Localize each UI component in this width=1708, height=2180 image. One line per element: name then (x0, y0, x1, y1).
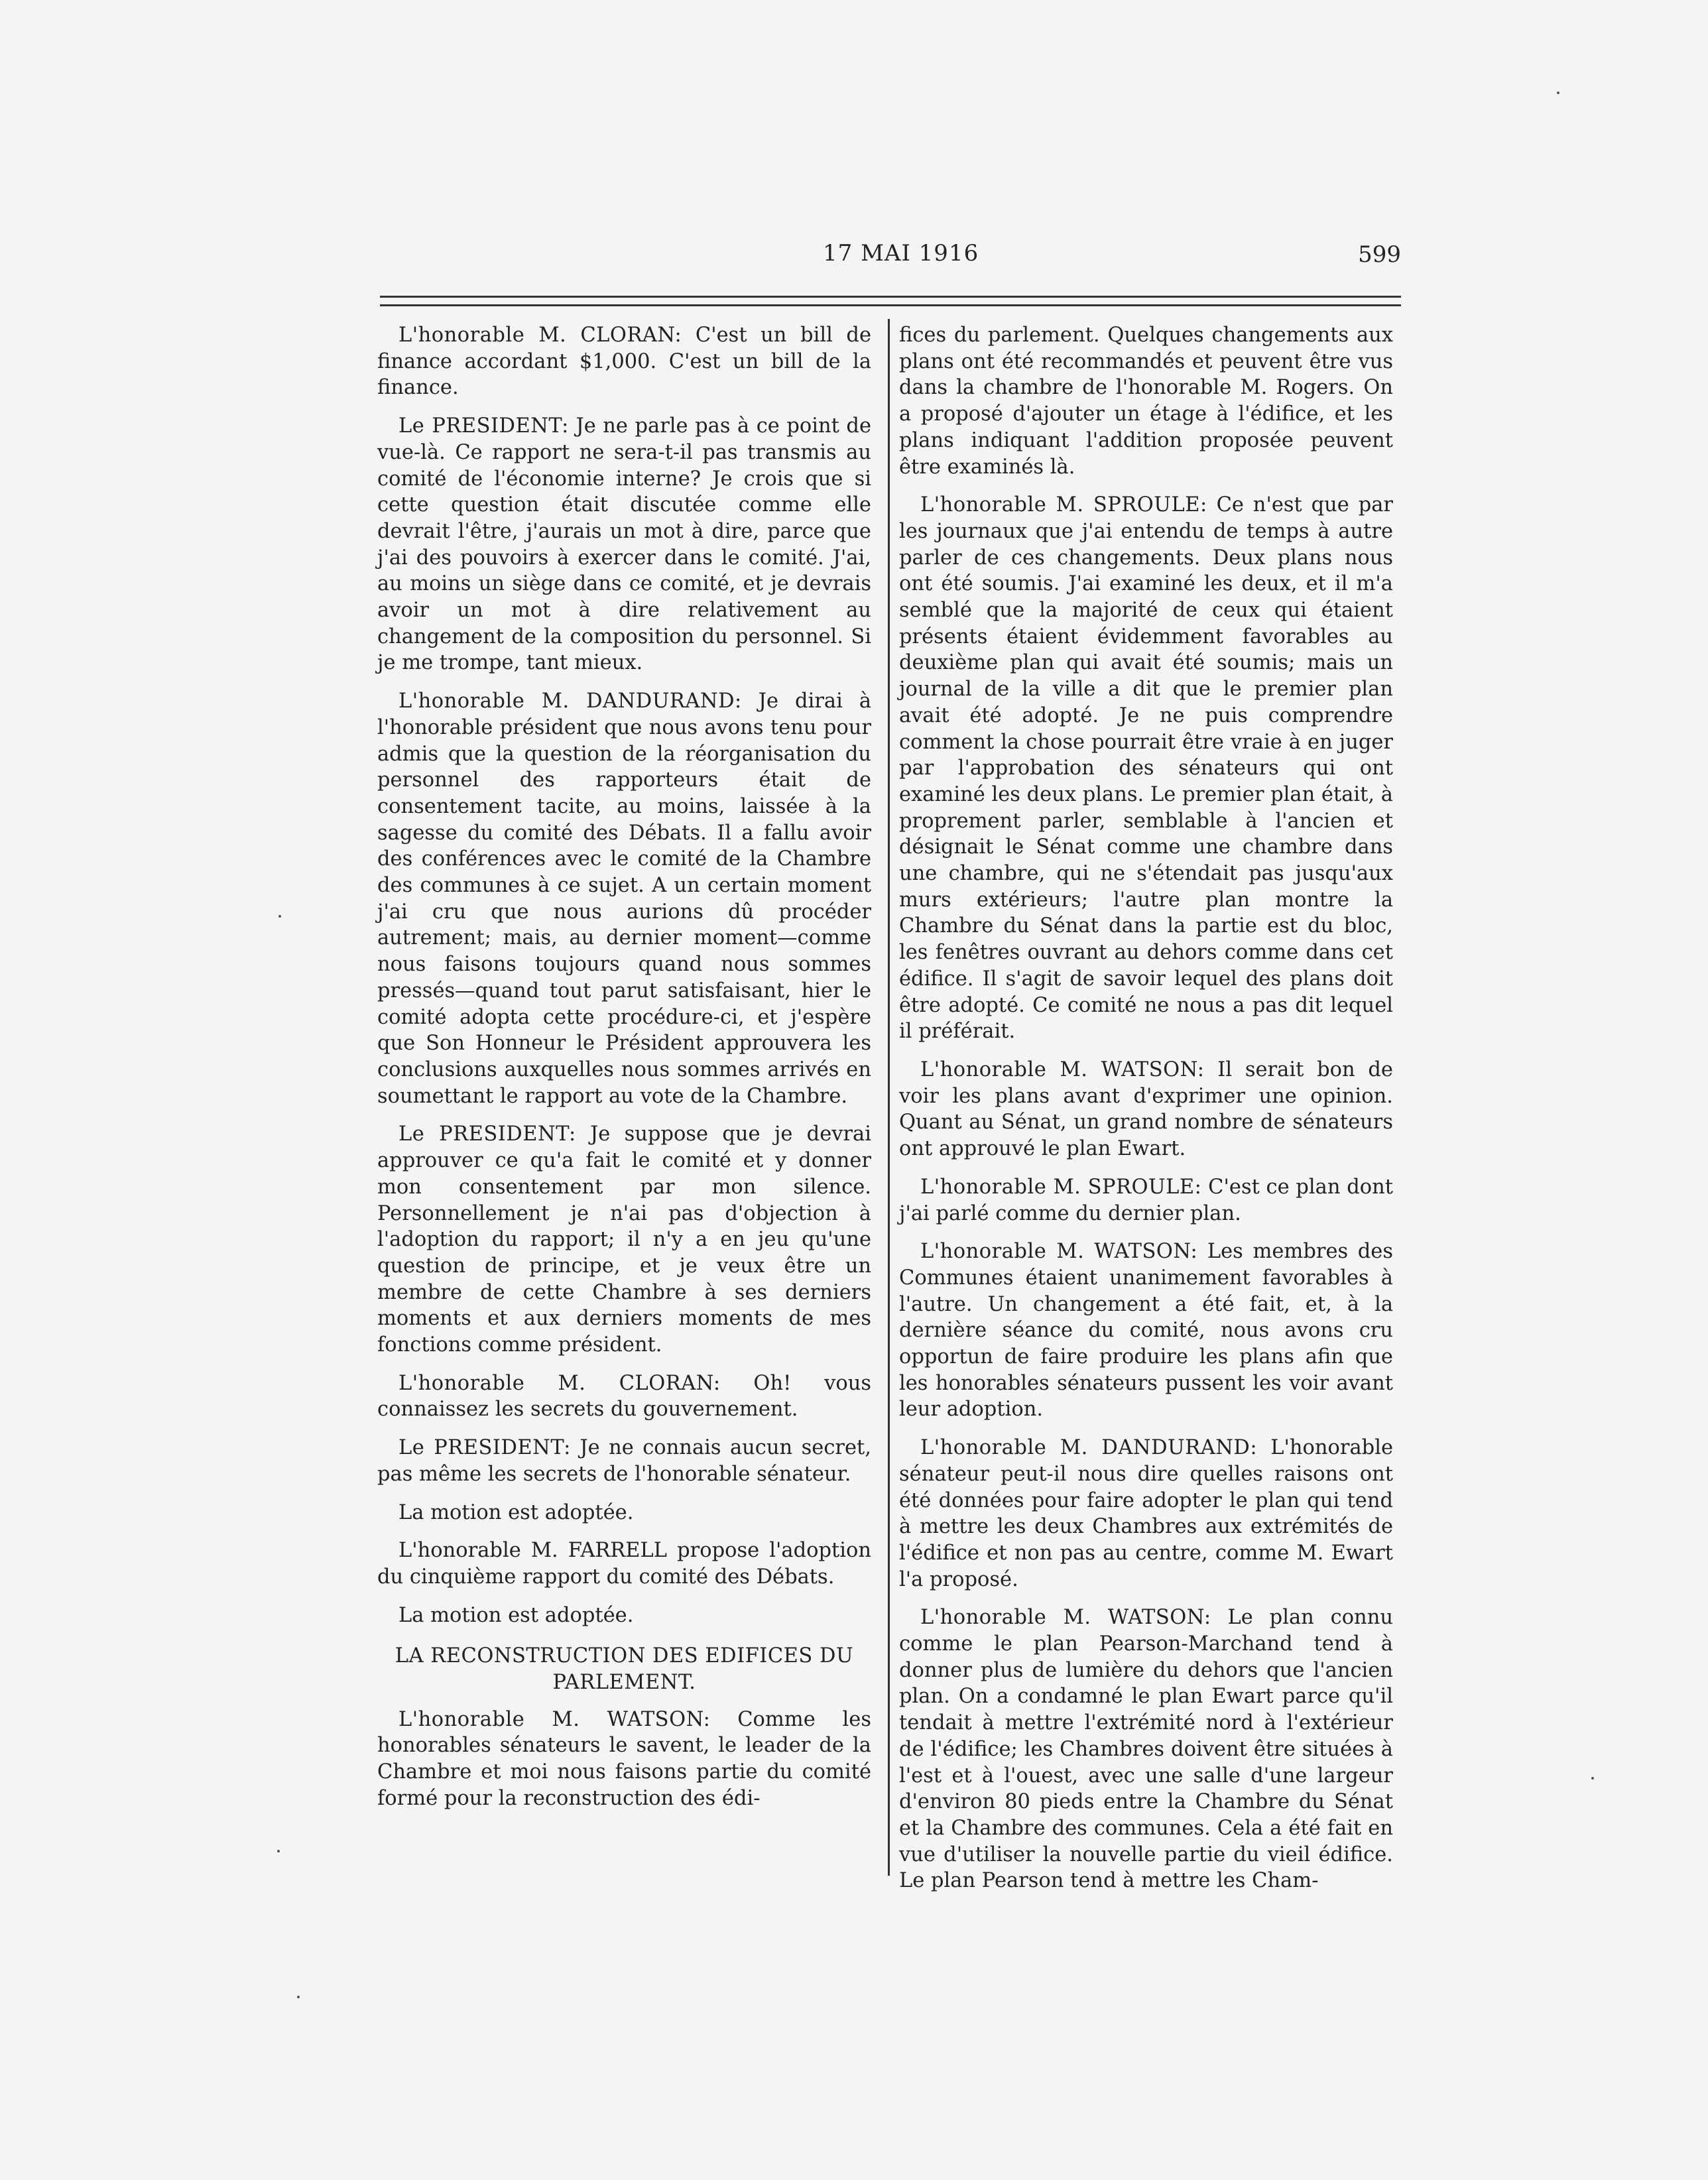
speech-text: Je ne parle pas à ce point de vue-là. Ce rapport ne sera-t-il pas transmis au comité de l'économie interne? Je crois que si cette question était discutée comme elle devrait l'être, j'aurais un mot à dire, parce que j'ai des pouvoirs à exercer dans le comité. J'ai, au moins un siège dans ce comité, et je devrais avoir un mot à dire relativement au changement de la composition du personnel. Si je me trompe, tant mieux. (377, 414, 871, 675)
speaker-name: L'honorable M. SPROULE: (920, 1175, 1202, 1199)
page-header (380, 240, 1401, 273)
speech-text: Le plan connu comme le plan Pearson-Marchand tend à donner plus de lumière du dehors que l'ancien plan. On a condamné le plan Ewart parce qu'il tendait à mettre l'extrémité nord à l'extérieur de l'édifice; les Chambres doivent être situées à l'est et à l'ouest, avec une salle d'une largeur d'environ 80 pieds entre la Chambre du Sénat et la Chambre des communes. Cela a été fait en vue d'utiliser la nouvelle partie du vieil édifice. Le plan Pearson tend à mettre les Cham- (899, 1606, 1393, 1893)
paragraph (899, 1605, 1393, 1894)
speech-text: Je dirai à l'honorable président que nous avons tenu pour admis que la question de la réorganisation du personnel des rapporteurs était de consentement tacite, au moins, laissée à la sagesse du comité des Débats. Il a fallu avoir des conférences avec le comité de la Chambre des communes à ce sujet. A un certain moment j'ai cru que nous aurions dû procéder autrement; mais, au dernier moment—comme nous faisons toujours quand nous sommes pressés—quand tout parut satisfaisant, hier le comité adopta cette procédure-ci, et j'espère que Son Honneur le Président approuvera les conclusions auxquelles nous sommes arrivés en soumettant le rapport au vote de la Chambre. (377, 690, 872, 1108)
paragraph (899, 492, 1393, 1045)
speech-text: Les membres des Communes étaient unanimement favorables à l'autre. Un changement a été fait, et, à la dernière séance du comité, nous avons cru opportun de faire produire les plans afin que les honorables sénateurs pussent les voir avant leur adoption. (899, 1240, 1393, 1422)
speech-text: C'est ce plan dont j'ai parlé comme du dernier plan. (899, 1175, 1393, 1225)
scan-speck (1557, 91, 1559, 94)
speech-text: Oh! vous connaissez les secrets du gouvernement. (377, 1371, 871, 1422)
header-rule-top (380, 296, 1401, 298)
paragraph (377, 1500, 871, 1526)
paragraph (899, 1435, 1393, 1593)
speaker-name: L'honorable M. CLORAN: (398, 1371, 721, 1395)
speech-text: Ce n'est que par les journaux que j'ai entendu de temps à autre parler de ces changements. Deux plans nous ont été soumis. J'ai examiné les deux, et il m'a semblé que la majorité de ceux qui étaient présents étaient évidemment favorables au deuxième plan qui avait été soumis; mais un journal de la ville a dit que le premier plan avait été adopté. Je ne puis comprendre comment la chose pourrait être vraie à en juger par l'approbation des sénateurs qui ont examiné les deux plans. Le premier plan était, à proprement parler, semblable à l'ancien et désignait le Sénat comme une chambre dans une chambre, qui ne s'étendait pas jusqu'aux murs extérieurs; l'autre plan montre la Chambre du Sénat dans la partie est du bloc, les fenêtres ouvrant au dehors comme dans cet édifice. Il s'agit de savoir lequel des plans doit être adopté. Ce comité ne nous a pas dit lequel il préférait. (899, 493, 1393, 1044)
speech-text: L'honorable sénateur peut-il nous dire quelles raisons ont été données pour faire adopter le plan qui tend à mettre les deux Chambres aux extrémités de l'édifice et non pas au centre, comme M. Ewart l'a proposé. (899, 1436, 1393, 1591)
paragraph (899, 1057, 1393, 1162)
paragraph (377, 1370, 871, 1423)
scan-speck (297, 1996, 300, 1998)
paragraph (377, 413, 871, 676)
speaker-name: L'honorable M. DANDURAND: (398, 690, 742, 713)
paragraph (899, 1239, 1393, 1423)
speech-text: L'honorable M. FARRELL propose l'adoption du cinquième rapport du comité des Débats. (377, 1539, 871, 1589)
speaker-name: L'honorable M. CLORAN: (398, 324, 682, 347)
speech-text: La motion est adoptée. (398, 1603, 634, 1627)
speech-text: La motion est adoptée. (398, 1500, 634, 1524)
speech-text: Je ne connais aucun secret, pas même les secrets de l'honorable sénateur. (377, 1436, 871, 1486)
speaker-name: L'honorable M. WATSON: (920, 1606, 1211, 1630)
speaker-name: L'honorable M. DANDURAND: (920, 1436, 1258, 1460)
speaker-name: L'honorable M. SPROULE: (920, 493, 1207, 517)
speech-text: Comme les honorables sénateurs le savent, le leader de la Chambre et moi nous faisons partie du comité formé pour la reconstruction des édi- (377, 1707, 871, 1810)
paragraph (377, 688, 871, 1109)
scan-speck (1591, 1777, 1594, 1780)
speaker-name: L'honorable M. WATSON: (398, 1707, 711, 1731)
right-column (899, 322, 1393, 1906)
column-divider (888, 319, 890, 1876)
speech-text: Il serait bon de voir les plans avant d'exprimer une opinion. Quant au Sénat, un grand nombre de sénateurs ont approuvé le plan Ewart. (899, 1058, 1393, 1161)
scan-speck (277, 1850, 280, 1852)
paragraph (377, 1121, 871, 1358)
speaker-name: Le PRESIDENT: (398, 1436, 571, 1460)
left-column (377, 322, 871, 1824)
speaker-name: Le PRESIDENT: (398, 1122, 576, 1146)
paragraph (899, 1174, 1393, 1227)
speaker-name: L'honorable M. WATSON: (920, 1240, 1198, 1264)
speech-text: Je suppose que je devrai approuver ce qu'a fait le comité et y donner mon consentement par mon silence. Personnellement je n'ai pas d'objection à l'adoption du rapport; il n'y a en jeu qu'une question de principe, et je veux être un membre de cette Chambre à ses derniers moments et aux derniers moments de mes fonctions comme président. (377, 1122, 871, 1357)
paragraph (377, 1435, 871, 1487)
paragraph (377, 322, 871, 401)
speech-text: C'est un bill de finance accordant $1,000. C'est un bill de la finance. (377, 324, 871, 400)
paragraph (377, 1603, 871, 1629)
header-date: 17 MAI 1916 (823, 240, 979, 267)
paragraph (377, 1707, 871, 1812)
section-heading: LA RECONSTRUCTION DES EDIFICES DU PARLEMENT. (395, 1644, 854, 1695)
paragraph-continuation: fices du parlement. Quelques changements aux plans ont été recommandés et peuvent être vus dans la chambre de l'honorable M. Rogers. On a proposé d'ajouter un étage à l'édifice, et les plans indiquant l'addition proposée peuvent être examinés là. (899, 324, 1393, 479)
paragraph (377, 1538, 871, 1590)
scan-speck (278, 915, 281, 918)
header-rule-bottom (380, 304, 1401, 306)
speaker-name: L'honorable M. WATSON: (920, 1058, 1205, 1081)
speaker-name: Le PRESIDENT: (398, 414, 569, 438)
page-number: 599 (1358, 241, 1401, 268)
